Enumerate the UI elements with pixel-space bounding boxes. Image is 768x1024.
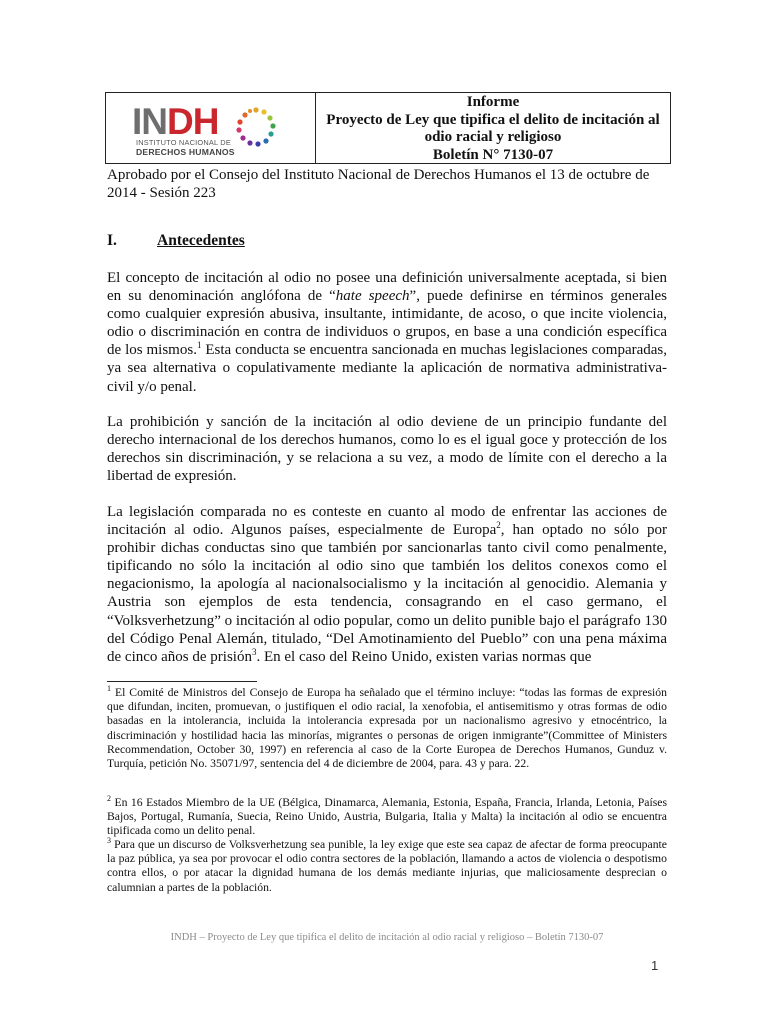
footnote-2-number: 2 [107,794,111,804]
footnote-1 [107,686,667,771]
title-line4: Boletín N° 7130-07 [432,146,554,163]
footnote-separator [107,681,257,682]
p3-text-c: . En el caso del Reino Unido, existen varias normas que [256,648,592,665]
report-title [316,93,670,163]
header-table [105,92,671,164]
p1-text-c: Esta conducta se encuentra sancionada en muchas legislaciones comparadas, ya sea alternativa o copulativamente mediante la aplicación de normativa administrativa-civil y/o penal. [107,342,668,395]
paragraph-1 [107,269,667,396]
footnote-3-number: 3 [107,836,111,846]
p3-text-b: , han optado no sólo por prohibir dichas conductas sino que también por sancionarlas tanto civil como penalmente, tipificando no sólo la incitación al odio sino que también los delitos conexos como el negacionismo, la apología al nacionalsocialismo y la incitación al genocidio. Alemania y Austria son ejemplos de esta tendencia, consagrando en el caso germano, el “Volksverhetzung” o incitación al odio popular, como un delito punible bajo el parágrafo 130 del Código Penal Alemán, titulado, “Del Amotinamiento del Pueblo” con una pena máxima de cinco años de prisión [107,522,667,665]
footnote-ref-1[interactable]: 1 [196,340,202,351]
paragraph-2: La prohibición y sanción de la incitación al odio deviene de un principio fundante del derecho internacional de los derechos humanos, como lo es el igual goce y protección de los derechos sin discriminación, y se relaciona a su vez, a modo de límite con el derecho a la libertad de expresión. [107,414,667,485]
footnote-1-number: 1 [107,684,111,694]
logo-caption [136,139,235,156]
footnote-2-text: En 16 Estados Miembro de la UE (Bélgica, Dinamarca, Alemania, Estonia, España, Francia, Irlanda, Letonia, Países Bajos, Portugal, Rumanía, Suecia, Reino Unido, Austria, Bulgaria, Italia y Malta) la incitación al odio se encuentra tipificada como un delito penal. [107,796,667,838]
footnote-2 [107,796,667,839]
section-title: Antecedentes [157,232,245,249]
footnote-ref-2[interactable]: 2 [496,520,501,531]
title-line1: Informe [466,94,520,110]
section-number: I. [107,232,117,249]
title-line3: odio racial y religioso [424,129,562,145]
logo-cell [106,93,316,163]
approval-note: Aprobado por el Consejo del Instituto Nacional de Derechos Humanos el 13 de octubre de 2014 - Sesión 223 [107,167,650,201]
footnote-1-text: El Comité de Ministros del Consejo de Europa ha señalado que el término incluye: “todas las formas de expresión que difundan, inciten, promuevan, o justifiquen el odio racial, la xenofobia, el antisemitismo y otras formas de odio basadas en la intolerancia, incluida la intolerancia expresada por un nacionalismo agresivo y etnocéntrico, la discriminación y hostilidad hacia las minorías, migrantes o personas de origen inmigrante”(Committee of Ministers Recommendation, October 30, 1997) en referencia al caso de la Corte Europea de Derechos Humanos, Gunduz v. Turquía, petición No. 35071/97, sentencia del 4 de diciembre de 2004, para. 43 y para. 22. [107,686,667,771]
title-line2: Proyecto de Ley que tipifica el delito de incitación al [326,111,660,128]
footnote-ref-3[interactable]: 3 [251,646,257,657]
page-footer: INDH – Proyecto de Ley que tipifica el delito de incitación al odio racial y religioso – Boletín 7130-07 [170,932,604,943]
p1-italic-term: hate speech [335,288,410,305]
p1-text-b: ”, puede definirse en términos generales como cualquier expresión abusiva, insultante, intimidante, de acoso, o que incite violencia, odio o discriminación en contra de individuos o grupos, en base a una condición específica de los mismos. [107,288,668,359]
page-number: 1 [651,958,659,973]
indh-logo: INDH [132,101,219,142]
section-heading [107,232,245,250]
paragraph-3 [107,503,667,666]
logo-line1: INSTITUTO NACIONAL DE [136,138,231,147]
logo-dots-icon [234,105,278,149]
logo-line2: DERECHOS HUMANOS [136,146,235,157]
p3-text-a: La legislación comparada no es conteste en cuanto al modo de enfrentar las acciones de incitación al odio. Algunos países, especialmente de Europa [107,504,667,539]
footnote-3 [107,838,667,895]
footnote-3-text: Para que un discurso de Volksverhetzung sea punible, la ley exige que este sea capaz de afectar de forma preocupante la paz pública, ya sea por provocar el odio contra sectores de la población, llamando a actos de violencia o despotismo contra ellos, o por atacar la dignidad humana de los demás mediante injurias, que maliciosamente desprecian o calumnian a partes de la población. [107,838,667,894]
p1-text-a: El concepto de incitación al odio no posee una definición universalmente aceptada, si bien en su denominación anglófona de “ [107,270,667,305]
